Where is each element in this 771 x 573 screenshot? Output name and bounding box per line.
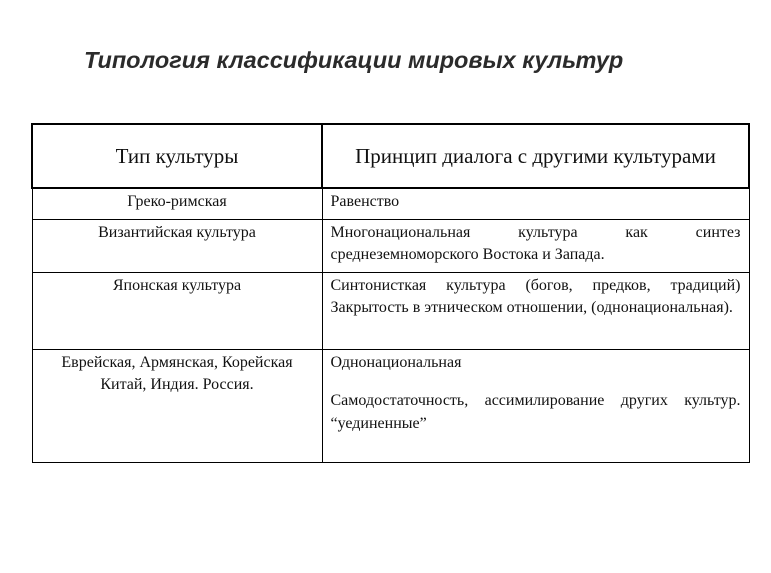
principle-mononational: Однонациональная — [330, 354, 462, 371]
table-header-row — [32, 124, 749, 188]
dialogue-principle-cell: Многонациональная культура как синтез среднеземноморского Востока и Запада. — [322, 220, 749, 273]
culture-type-cell: Греко-римская — [32, 188, 322, 220]
column-header-principle: Принцип диалога с другими культурами — [322, 124, 749, 188]
principle-self-sufficiency: Самодостаточность, ассимилирование других культур. “уединенные” — [330, 392, 741, 432]
culture-type-china-india-russia: Китай, Индия. Россия. — [100, 376, 254, 394]
culture-type-cell: Японская культура — [32, 273, 322, 350]
table-row — [32, 220, 749, 273]
slide-title: Типология классификации мировых культур — [84, 47, 624, 73]
dialogue-principle-cell — [322, 350, 749, 463]
table-row — [32, 350, 749, 463]
culture-type-jewish-armenian-korean: Еврейская, Армянская, Корейская — [61, 354, 293, 371]
culture-type-cell: Византийская культура — [32, 220, 322, 273]
column-header-type: Тип культуры — [32, 124, 322, 188]
culture-type-cell — [32, 350, 322, 463]
table-row — [32, 273, 749, 350]
dialogue-principle-cell: Синтонисткая культура (богов, предков, традиций) Закрытость в этническом отношении, (однонациональная). — [322, 273, 749, 350]
culture-typology-table — [31, 123, 750, 463]
table-row — [32, 188, 749, 220]
dialogue-principle-cell: Равенство — [322, 188, 749, 220]
